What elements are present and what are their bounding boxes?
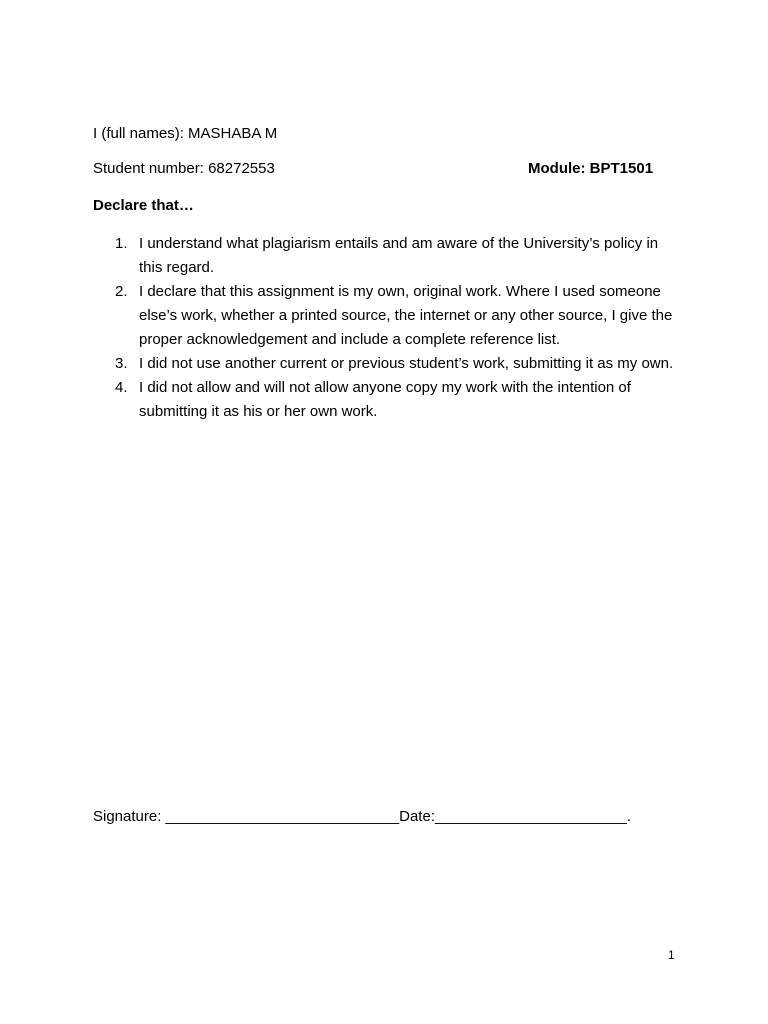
full-names-label: I (full names):: [93, 125, 184, 142]
signature-date-line: Signature: ____________________________Date:_______________________.: [93, 808, 632, 825]
module-value: BPT1501: [589, 160, 654, 177]
list-item-number: 1.: [115, 235, 128, 252]
list-item-text: I declare that this assignment is my own, original work. Where I used someone else’s work, whether a printed source, the internet or any other source, I give the proper acknowledgement and include a complete reference list.: [139, 283, 673, 348]
student-number-line: [93, 160, 659, 177]
list-item: [93, 280, 683, 352]
list-item-number: 4.: [115, 379, 128, 396]
list-item-text: I did not use another current or previous student’s work, submitting it as my own.: [139, 355, 674, 372]
full-names-value: MASHABA M: [188, 125, 278, 142]
page-number: 1: [668, 948, 675, 962]
list-item: [93, 352, 683, 376]
declaration-list: [93, 232, 683, 424]
full-names-line: [93, 125, 277, 142]
module-field: [528, 160, 653, 177]
list-item: [93, 376, 683, 424]
list-item-text: I understand what plagiarism entails and am aware of the University’s policy in this regard.: [139, 235, 659, 276]
list-item-number: 3.: [115, 355, 128, 372]
student-number-value: 68272553: [208, 160, 275, 177]
student-number-label: Student number:: [93, 160, 204, 177]
list-item: [93, 232, 683, 280]
module-label: Module:: [528, 160, 586, 177]
list-item-text: I did not allow and will not allow anyone copy my work with the intention of submitting it as his or her own work.: [139, 379, 631, 420]
declare-heading: Declare that…: [93, 197, 194, 214]
list-item-number: 2.: [115, 283, 128, 300]
